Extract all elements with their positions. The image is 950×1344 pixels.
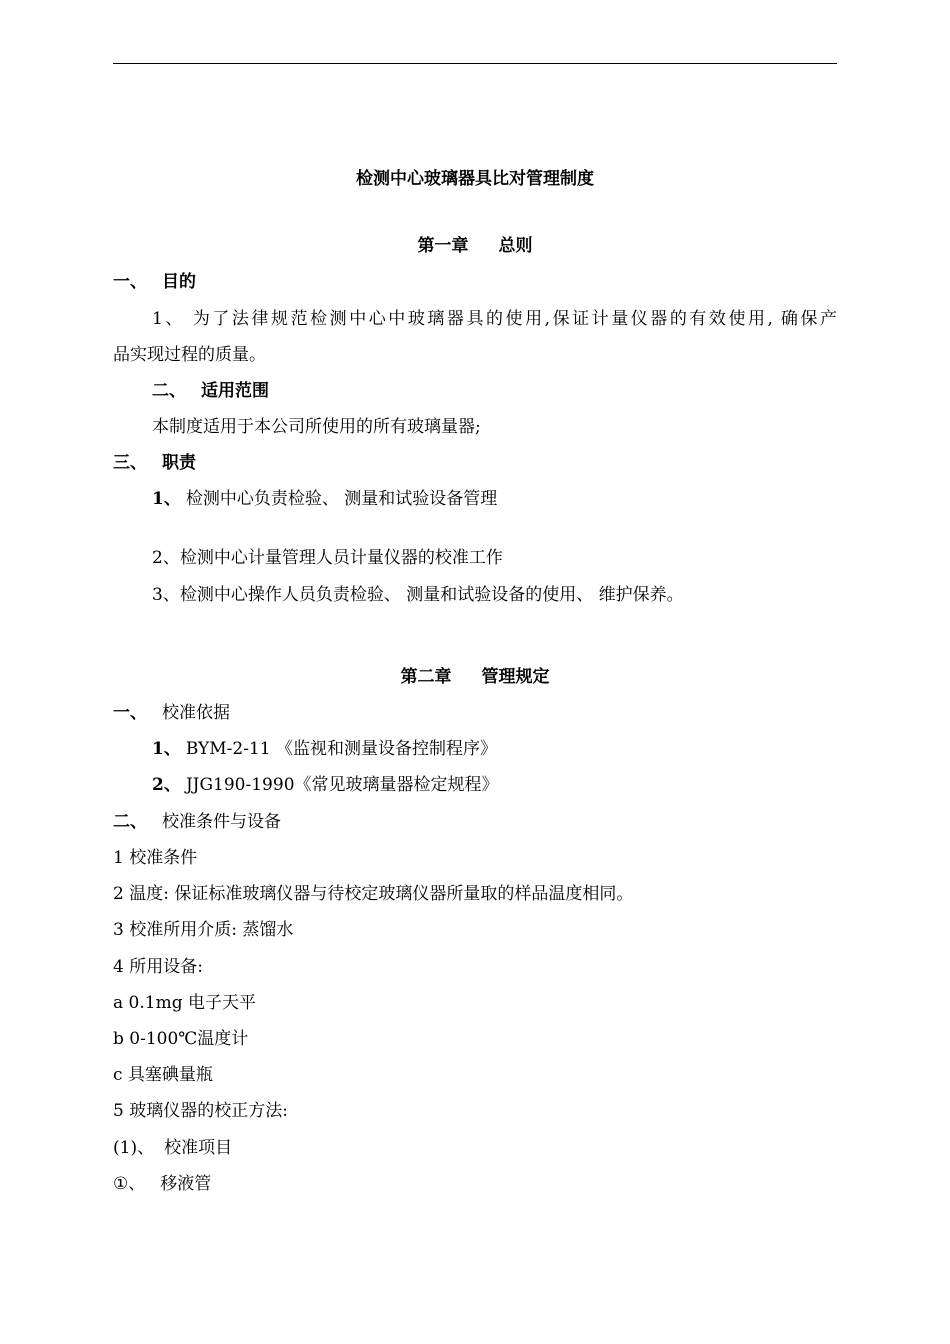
section-calibration-basis-heading [113, 702, 230, 724]
list-item: 4 所用设备: [113, 957, 203, 977]
item-number: 1、 [152, 489, 181, 509]
item-number: 1、 [152, 739, 181, 759]
item-text: BYM-2-11 《监视和测量设备控制程序》 [185, 739, 498, 759]
section-title: 适用范围 [201, 381, 269, 401]
section-title: 目的 [162, 272, 196, 292]
chapter-2-number: 第二章 [400, 667, 452, 687]
calibration-items-heading [113, 1137, 232, 1159]
section-conditions-heading [113, 811, 281, 833]
page-title: 检测中心玻璃器具比对管理制度 [356, 169, 594, 189]
list-item: 1 校准条件 [113, 848, 198, 868]
list-item: c 具塞碘量瓶 [113, 1065, 213, 1085]
chapter-1-name: 总则 [498, 236, 533, 256]
section-purpose-heading [113, 271, 196, 293]
basis-item-1 [152, 738, 497, 760]
item-number: (1)、 [113, 1138, 155, 1158]
item-text: 移液管 [160, 1174, 212, 1194]
header-rule [113, 63, 837, 64]
list-item: 3 校准所用介质: 蒸馏水 [113, 920, 294, 940]
basis-item-2 [152, 774, 499, 796]
purpose-paragraph-line-1: 1、 为了法律规范检测中心中玻璃器具的使用,保证计量仪器的有效使用, 确保产 [152, 309, 837, 329]
scope-paragraph: 本制度适用于本公司所使用的所有玻璃量器; [152, 417, 481, 437]
pipette-item [113, 1173, 211, 1195]
section-number: 一、 [113, 272, 147, 292]
item-text: 检测中心负责检验、 测量和试验设备管理 [185, 489, 498, 509]
chapter-2-heading [0, 666, 950, 688]
section-title: 校准条件与设备 [162, 812, 281, 832]
list-item: b 0-100℃温度计 [113, 1029, 249, 1049]
section-scope-heading [152, 380, 269, 402]
item-text: JJG190-1990《常见玻璃量器检定规程》 [185, 775, 499, 795]
responsibility-item-2: 2、检测中心计量管理人员计量仪器的校准工作 [152, 548, 503, 568]
section-number: 二、 [152, 381, 186, 401]
item-number: ①、 [113, 1174, 146, 1194]
list-item: a 0.1mg 电子天平 [113, 993, 256, 1013]
item-number: 2、 [152, 775, 181, 795]
chapter-1-number: 第一章 [417, 236, 469, 256]
chapter-1-heading [0, 235, 950, 257]
purpose-paragraph-line-2: 品实现过程的质量。 [113, 345, 266, 365]
list-item: 5 玻璃仪器的校正方法: [113, 1101, 288, 1121]
list-item: 2 温度: 保证标准玻璃仪器与待校定玻璃仪器所量取的样品温度相同。 [113, 884, 634, 904]
item-text: 校准项目 [164, 1138, 233, 1158]
section-number: 二、 [113, 812, 147, 832]
section-title: 校准依据 [162, 703, 230, 723]
section-number: 一、 [113, 703, 147, 723]
chapter-2-name: 管理规定 [481, 667, 550, 687]
section-number: 三、 [113, 453, 147, 473]
responsibility-item-3: 3、检测中心操作人员负责检验、 测量和试验设备的使用、 维护保养。 [152, 585, 684, 605]
section-responsibility-heading [113, 452, 196, 474]
responsibility-item-1 [152, 488, 497, 510]
section-title: 职责 [162, 453, 196, 473]
